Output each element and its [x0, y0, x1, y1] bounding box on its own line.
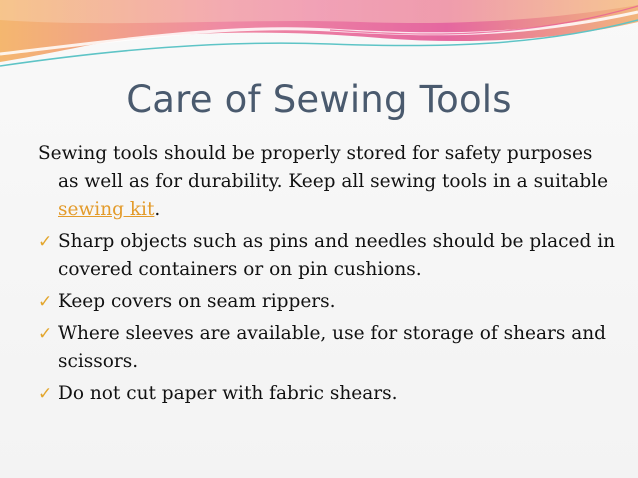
slide-body [38, 140, 618, 412]
intro-text-end: . [154, 199, 161, 220]
header-decoration [0, 0, 638, 80]
bullet-text: Do not cut paper with fabric shears. [58, 383, 398, 404]
check-icon: ✓ [38, 324, 53, 344]
list-item [38, 228, 618, 284]
bullet-text: Where sleeves are available, use for storage of shears and scissors. [58, 323, 606, 372]
check-icon: ✓ [38, 384, 53, 404]
intro-text: Sewing tools should be properly stored for safety purposes as well as for durability. Keep all sewing tools in a suitable [38, 143, 609, 192]
bullet-text: Sharp objects such as pins and needles should be placed in covered containers or on pin cushions. [58, 231, 616, 280]
list-item [38, 320, 618, 376]
bullet-text: Keep covers on seam rippers. [58, 291, 336, 312]
list-item [38, 288, 618, 316]
slide-title: Care of Sewing Tools [126, 78, 512, 121]
check-icon: ✓ [38, 292, 53, 312]
check-icon: ✓ [38, 232, 53, 252]
list-item [38, 380, 618, 408]
sewing-kit-link[interactable]: sewing kit [58, 199, 155, 220]
intro-paragraph [38, 140, 618, 224]
